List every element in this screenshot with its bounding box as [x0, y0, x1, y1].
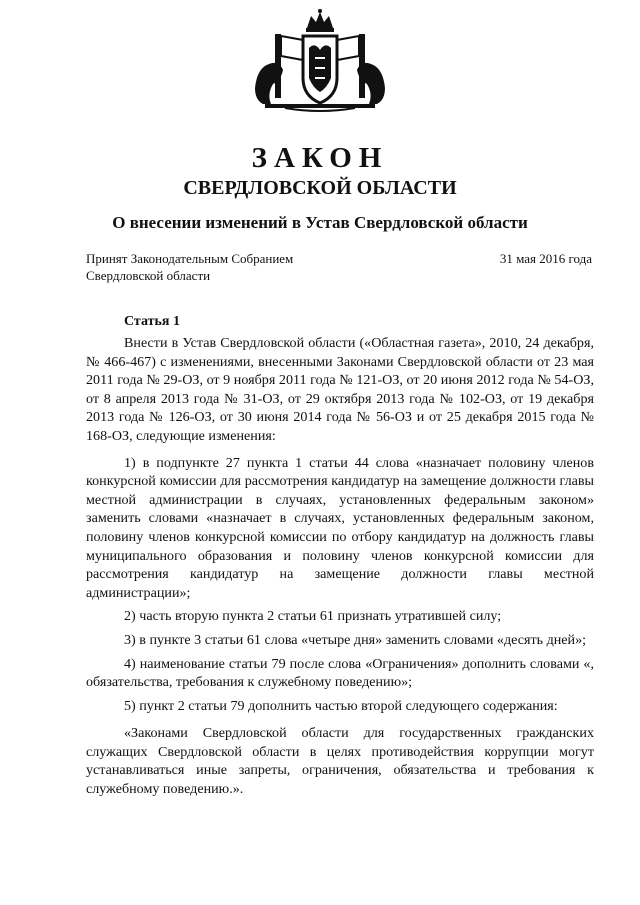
adopted-line-2: Свердловской области [86, 268, 211, 283]
adopted-line-1: Принят Законодательным Собранием [86, 251, 294, 266]
law-title: О внесении изменений в Устав Свердловской области [112, 213, 528, 232]
adoption-date: 31 мая 2016 года [499, 251, 592, 266]
adopted-by [86, 250, 386, 284]
article-item-3: 3) в пункте 3 статьи 61 слова «четыре дня» заменить словами «десять дней»; [124, 631, 587, 648]
coat-of-arms-icon [245, 8, 395, 113]
document-type-title: ЗАКОН [251, 142, 389, 174]
article-intro: Внести в Устав Свердловской области («Областная газета», 2010, 24 декабря, № 466-467) с изменениями, внесенными Законами Свердловской области от 23 мая 2011 года № 29-ОЗ, от 9 ноября 2011 года № 121-ОЗ, от 20 июня 2012 года № 54-ОЗ, от 8 апреля 2013 года № 31-ОЗ, от 29 октября 2013 года № 102-ОЗ, от 19 декабря 2013 года № 126-ОЗ, от 30 июня 2014 года № 56-ОЗ и от 25 декабря 2015 года № 168-ОЗ, следующие изменения: [86, 335, 594, 444]
article-quote: «Законами Свердловской области для государственных гражданских служащих Свердловской области в целях противодействия коррупции могут устанавливаться иные запреты, ограничения, обязательства и требования к служебному поведению.». [86, 725, 594, 798]
article-item-5: 5) пункт 2 статьи 79 дополнить частью второй следующего содержания: [124, 697, 558, 714]
article-item-2: 2) часть вторую пункта 2 статьи 61 признать утратившей силу; [124, 608, 502, 625]
article-heading: Статья 1 [124, 314, 180, 329]
article-body [86, 334, 594, 804]
article-item-1: 1) в подпункте 27 пункта 1 статьи 44 слова «назначает половину членов конкурсной комиссии для рассмотрения кандидатур на замещение должности главы местной администрации в случаях, установленных федеральным законом» заменить словами «назначает в случаях, установленных федеральным законом, половину членов конкурсной комиссии по отбору кандидатур на должность главы муниципального образования и половину членов конкурсной комиссии для рассмотрения кандидатур на замещение должности главы местной администрации»; [86, 454, 594, 601]
region-subtitle: СВЕРДЛОВСКОЙ ОБЛАСТИ [183, 177, 457, 199]
article-item-4: 4) наименование статьи 79 после слова «Ограничения» дополнить словами «, обязательства, требования к служебному поведению»; [86, 655, 594, 691]
